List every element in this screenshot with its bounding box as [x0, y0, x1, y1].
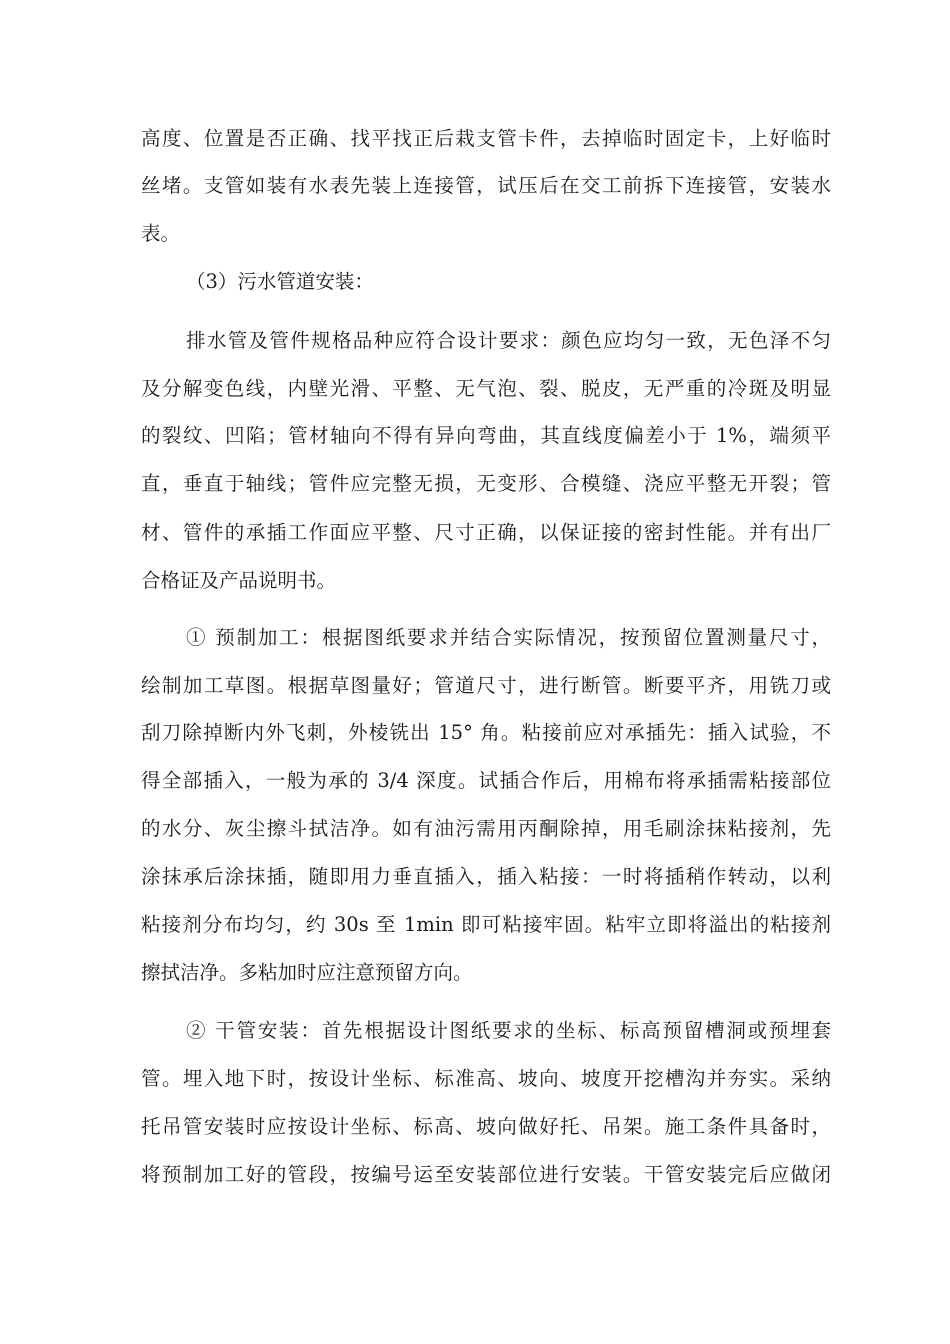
list-item-heading: ② 干管安装：首先根据设计图纸要求的坐标、标高预留槽洞或预埋套 [186, 1019, 831, 1042]
paragraph-line: 涂抹承后涂抹插，随即用力垂直插入，插入粘接：一时将插稍作转动，以利 [141, 865, 831, 888]
paragraph-line: 合格证及产品说明书。 [141, 569, 337, 592]
paragraph-line: 直，垂直于轴线；管件应完整无损，无变形、合模缝、浇应平整无开裂；管 [141, 472, 831, 495]
paragraph-line: 及分解变色线，内壁光滑、平整、无气泡、裂、脱皮，无严重的冷斑及明显 [141, 377, 831, 400]
paragraph-line: 排水管及管件规格品种应符合设计要求：颜色应均匀一致，无色泽不匀 [186, 329, 831, 352]
paragraph-line: 将预制加工好的管段，按编号运至安装部位进行安装。干管安装完后应做闭 [141, 1163, 831, 1186]
paragraph-line: 刮刀除掉断内外飞刺，外棱铣出 15° 角。粘接前应对承插先：插入试验，不 [141, 721, 831, 744]
paragraph-line: 绘制加工草图。根据草图量好；管道尺寸，进行断管。断要平齐，用铣刀或 [141, 674, 831, 697]
paragraph-line: 丝堵。支管如装有水表先装上连接管，试压后在交工前拆下连接管，安装水 [141, 174, 831, 197]
paragraph-line: 材、管件的承插工作面应平整、尺寸正确，以保证接的密封性能。并有出厂 [141, 521, 831, 544]
list-item-heading: ① 预制加工：根据图纸要求并结合实际情况，按预留位置测量尺寸， [186, 626, 831, 649]
paragraph-line: 的裂纹、凹陷；管材轴向不得有异向弯曲，其直线度偏差小于 1%，端须平 [141, 424, 831, 447]
section-heading: （3）污水管道安装： [186, 270, 374, 293]
paragraph-line: 得全部插入，一般为承的 3/4 深度。试插合作后，用棉布将承插需粘接部位 [141, 769, 831, 792]
paragraph-line: 的水分、灰尘擦斗拭洁净。如有油污需用丙酮除掉，用毛刷涂抹粘接剂，先 [141, 817, 831, 840]
paragraph-line: 表。 [141, 222, 181, 245]
paragraph-line: 高度、位置是否正确、找平找正后栽支管卡件，去掉临时固定卡，上好临时 [141, 127, 831, 150]
paragraph-line: 托吊管安装时应按设计坐标、标高、坡向做好托、吊架。施工条件具备时， [141, 1115, 831, 1138]
paragraph-line: 管。埋入地下时，按设计坐标、标准高、坡向、坡度开挖槽沟并夯实。采纳 [141, 1067, 831, 1090]
paragraph-line: 粘接剂分布均匀，约 30s 至 1min 即可粘接牢固。粘牢立即将溢出的粘接剂 [141, 913, 831, 936]
paragraph-line: 擦拭洁净。多粘加时应注意预留方向。 [141, 961, 473, 984]
